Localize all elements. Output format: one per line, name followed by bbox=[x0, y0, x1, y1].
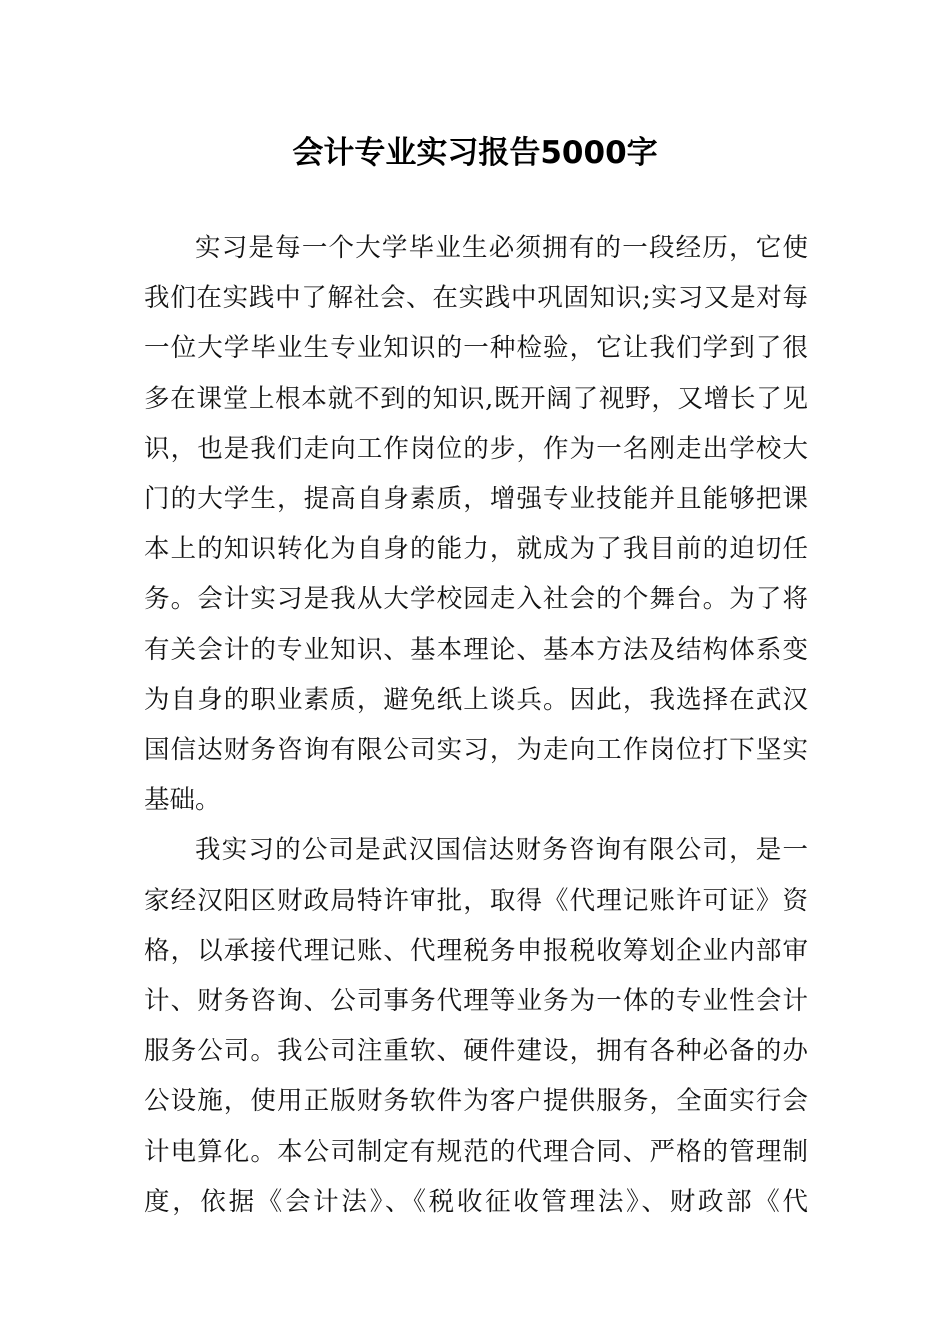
text-line: 识，也是我们走向工作岗位的步，作为一名刚走出学校大 bbox=[144, 433, 808, 464]
text-line: 有关会计的专业知识、基本理论、基本方法及结构体系变 bbox=[144, 634, 808, 665]
text-line: 一位大学毕业生专业知识的一种检验，它让我们学到了很 bbox=[144, 333, 808, 364]
text-line: 家经汉阳区财政局特许审批，取得《代理记账许可证》资 bbox=[144, 885, 808, 916]
paragraph-1 bbox=[144, 223, 808, 825]
document-title: 会计专业实习报告5000字 bbox=[292, 135, 658, 171]
text-line: 基础。 bbox=[144, 785, 221, 816]
text-line: 公设施，使用正版财务软件为客户提供服务，全面实行会 bbox=[144, 1086, 808, 1117]
paragraph-2 bbox=[144, 825, 808, 1227]
document-body bbox=[144, 223, 808, 1227]
text-line: 度，依据《会计法》、《税收征收管理法》、财政部《代 bbox=[144, 1186, 808, 1217]
text-line: 为自身的职业素质，避免纸上谈兵。因此，我选择在武汉 bbox=[144, 684, 808, 715]
text-line: 实习是每一个大学毕业生必须拥有的一段经历，它使 bbox=[195, 233, 808, 263]
text-line: 我们在实践中了解社会、在实践中巩固知识;实习又是对每 bbox=[144, 283, 808, 314]
text-line: 我实习的公司是武汉国信达财务咨询有限公司，是一 bbox=[195, 835, 808, 866]
text-line: 务。会计实习是我从大学校园走入社会的个舞台。为了将 bbox=[144, 584, 808, 615]
text-line: 本上的知识转化为自身的能力，就成为了我目前的迫切任 bbox=[144, 534, 808, 565]
text-line: 计电算化。本公司制定有规范的代理合同、严格的管理制 bbox=[144, 1136, 808, 1167]
text-line: 计、财务咨询、公司事务代理等业务为一体的专业性会计 bbox=[144, 986, 808, 1017]
text-line: 门的大学生，提高自身素质，增强专业技能并且能够把课 bbox=[144, 484, 808, 515]
text-line: 国信达财务咨询有限公司实习，为走向工作岗位打下坚实 bbox=[144, 735, 808, 766]
text-line: 多在课堂上根本就不到的知识,既开阔了视野，又增长了见 bbox=[144, 383, 808, 414]
text-line: 格，以承接代理记账、代理税务申报税收筹划企业内部审 bbox=[144, 935, 808, 966]
text-line: 服务公司。我公司注重软、硬件建设，拥有各种必备的办 bbox=[144, 1036, 808, 1067]
